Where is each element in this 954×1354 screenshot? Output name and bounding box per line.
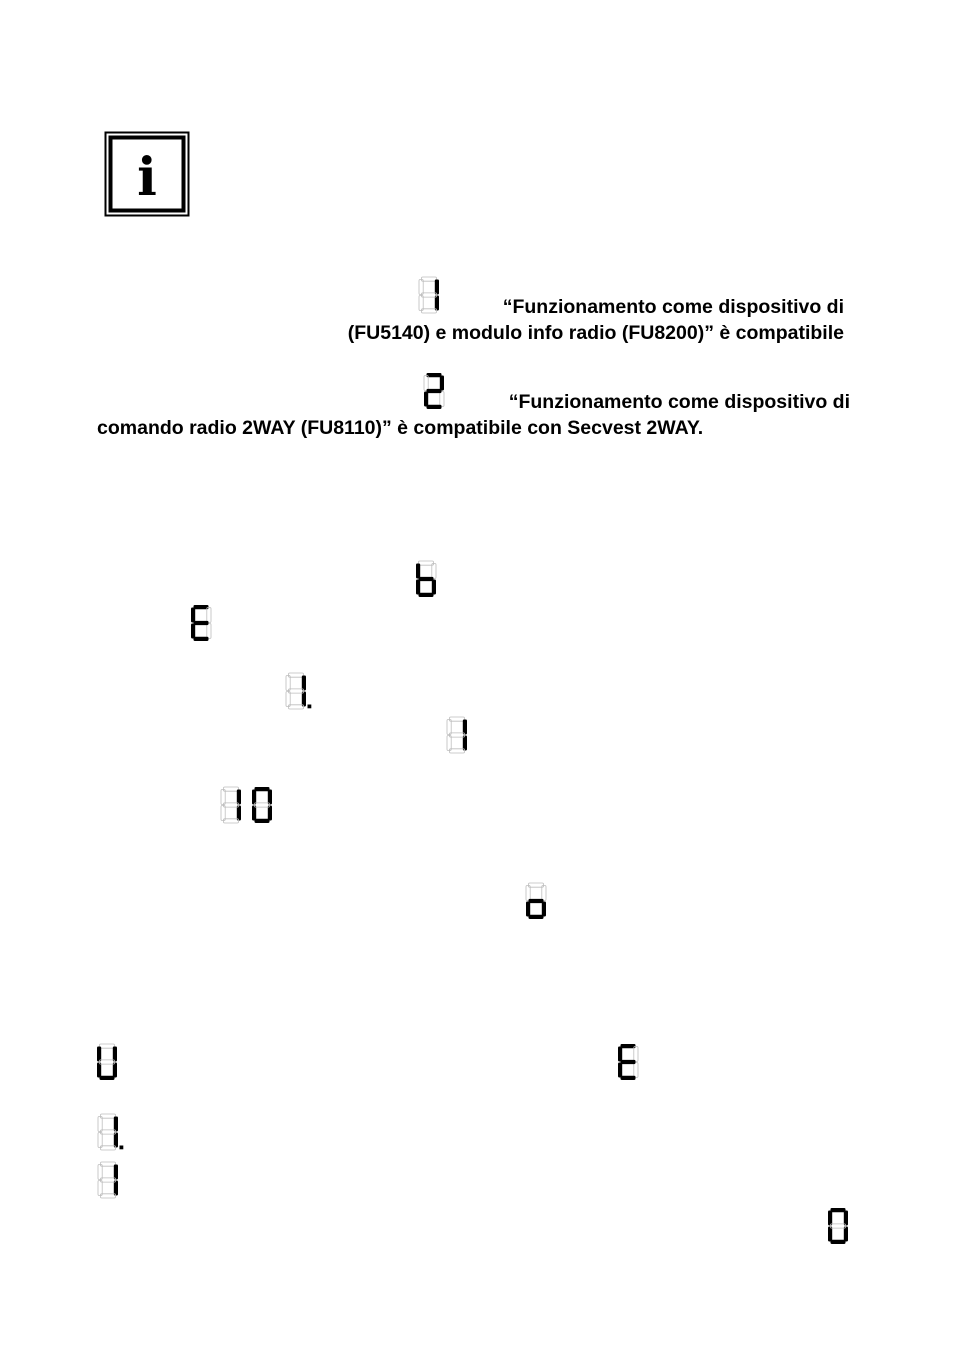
segment-b [634, 1047, 638, 1062]
segment-e [98, 1181, 102, 1196]
segment-e [424, 392, 428, 407]
segment-c [114, 1133, 118, 1148]
segment-d [831, 1240, 846, 1244]
segment-f [191, 608, 195, 623]
segment-e [286, 692, 290, 707]
seven-segment-display [97, 1113, 121, 1151]
segment-a [450, 717, 465, 721]
text-line-1: “Funzionamento come dispositivo di [502, 296, 844, 318]
seven-segment-digit [97, 1044, 117, 1080]
seven-segment-display [617, 1043, 641, 1081]
seven-segment-digit [286, 673, 311, 709]
segment-c [463, 736, 467, 751]
segment-a [621, 1044, 636, 1048]
segment-b [237, 790, 241, 805]
seven-segment-digit [416, 561, 436, 597]
segment-g [224, 803, 239, 807]
seven-segment-display [97, 1161, 121, 1199]
segment-f [98, 1165, 102, 1180]
segment-f [424, 376, 428, 391]
segment-d [450, 749, 465, 753]
segment-e [526, 902, 530, 917]
segment-dp [120, 1146, 124, 1150]
segment-b [463, 720, 467, 735]
segment-a [831, 1208, 846, 1212]
segment-f [252, 790, 256, 805]
segment-a [101, 1114, 116, 1118]
segment-f [416, 564, 420, 579]
segment-a [255, 787, 270, 791]
segment-e [416, 580, 420, 595]
segment-d [101, 1146, 116, 1150]
segment-f [447, 720, 451, 735]
seven-segment-display [525, 882, 549, 920]
segment-b [114, 1117, 118, 1132]
segment-d [427, 405, 442, 409]
seven-segment-display [220, 786, 282, 824]
segment-b [207, 608, 211, 623]
segment-g [255, 803, 270, 807]
info-glyph: i [137, 147, 157, 208]
segment-c [237, 806, 241, 821]
segment-d [101, 1194, 116, 1198]
segment-a [101, 1162, 116, 1166]
segment-g [100, 1060, 115, 1064]
segment-c [113, 1063, 117, 1078]
seven-segment-digit [221, 787, 241, 823]
segment-b [302, 676, 306, 691]
seven-segment-digit [419, 277, 439, 313]
seven-segment-digit [618, 1044, 638, 1080]
segment-e [221, 806, 225, 821]
seven-segment-display [418, 276, 442, 314]
seven-segment-digit [828, 1208, 848, 1244]
seven-segment-digit [191, 605, 211, 641]
segment-g [101, 1130, 116, 1134]
segment-a [289, 673, 304, 677]
segment-c [114, 1181, 118, 1196]
segment-e [97, 1063, 101, 1078]
seven-segment-digit [447, 717, 467, 753]
text-line-3: “Funzionamento come dispositivo di [508, 391, 850, 413]
segment-e [419, 296, 423, 311]
segment-a [100, 1044, 115, 1048]
segment-c [432, 580, 436, 595]
segment-d [194, 637, 209, 641]
seven-segment-display [423, 372, 447, 410]
segment-f [97, 1047, 101, 1062]
segment-c [844, 1227, 848, 1242]
segment-c [435, 296, 439, 311]
segment-d [419, 593, 434, 597]
segment-d [224, 819, 239, 823]
segment-e [447, 736, 451, 751]
segment-g [289, 689, 304, 693]
segment-e [252, 806, 256, 821]
seven-segment-digit [526, 883, 546, 919]
segment-g [831, 1224, 846, 1228]
segment-b [844, 1211, 848, 1226]
segment-dp [308, 705, 312, 709]
segment-c [542, 902, 546, 917]
segment-d [529, 915, 544, 919]
segment-d [422, 309, 437, 313]
segment-e [191, 624, 195, 639]
segment-g [621, 1060, 636, 1064]
text-line-4: comando radio 2WAY (FU8110)” è compatibile con Secvest 2WAY. [97, 417, 704, 439]
segment-a [419, 561, 434, 565]
segment-f [98, 1117, 102, 1132]
segment-b [432, 564, 436, 579]
segment-g [427, 389, 442, 393]
info-icon [104, 131, 190, 217]
segment-c [634, 1063, 638, 1078]
seven-segment-display [415, 560, 439, 598]
segment-g [529, 899, 544, 903]
seven-segment-display [285, 672, 309, 710]
segment-g [194, 621, 209, 625]
segment-a [427, 373, 442, 377]
segment-a [529, 883, 544, 887]
segment-d [100, 1076, 115, 1080]
seven-segment-display [446, 716, 470, 754]
segment-f [221, 790, 225, 805]
seven-segment-display [190, 604, 214, 642]
seven-segment-digit [424, 373, 444, 409]
segment-f [526, 886, 530, 901]
segment-d [621, 1076, 636, 1080]
segment-f [618, 1047, 622, 1062]
segment-b [114, 1165, 118, 1180]
segment-f [286, 676, 290, 691]
segment-g [450, 733, 465, 737]
segment-e [618, 1063, 622, 1078]
segment-f [828, 1211, 832, 1226]
segment-b [268, 790, 272, 805]
seven-segment-display [96, 1043, 120, 1081]
segment-d [255, 819, 270, 823]
segment-d [289, 705, 304, 709]
segment-a [194, 605, 209, 609]
segment-a [224, 787, 239, 791]
seven-segment-display [827, 1207, 851, 1245]
segment-c [440, 392, 444, 407]
seven-segment-digit [98, 1114, 123, 1150]
segment-e [98, 1133, 102, 1148]
segment-g [101, 1178, 116, 1182]
segment-g [422, 293, 437, 297]
segment-b [542, 886, 546, 901]
segment-c [207, 624, 211, 639]
segment-c [268, 806, 272, 821]
text-line-2: (FU5140) e modulo info radio (FU8200)” è compatibile [347, 322, 844, 344]
segment-e [828, 1227, 832, 1242]
seven-segment-digit [252, 787, 272, 823]
segment-b [440, 376, 444, 391]
segment-a [422, 277, 437, 281]
segment-b [435, 280, 439, 295]
segment-b [113, 1047, 117, 1062]
segment-g [419, 577, 434, 581]
seven-segment-digit [98, 1162, 118, 1198]
segment-c [302, 692, 306, 707]
segment-f [419, 280, 423, 295]
